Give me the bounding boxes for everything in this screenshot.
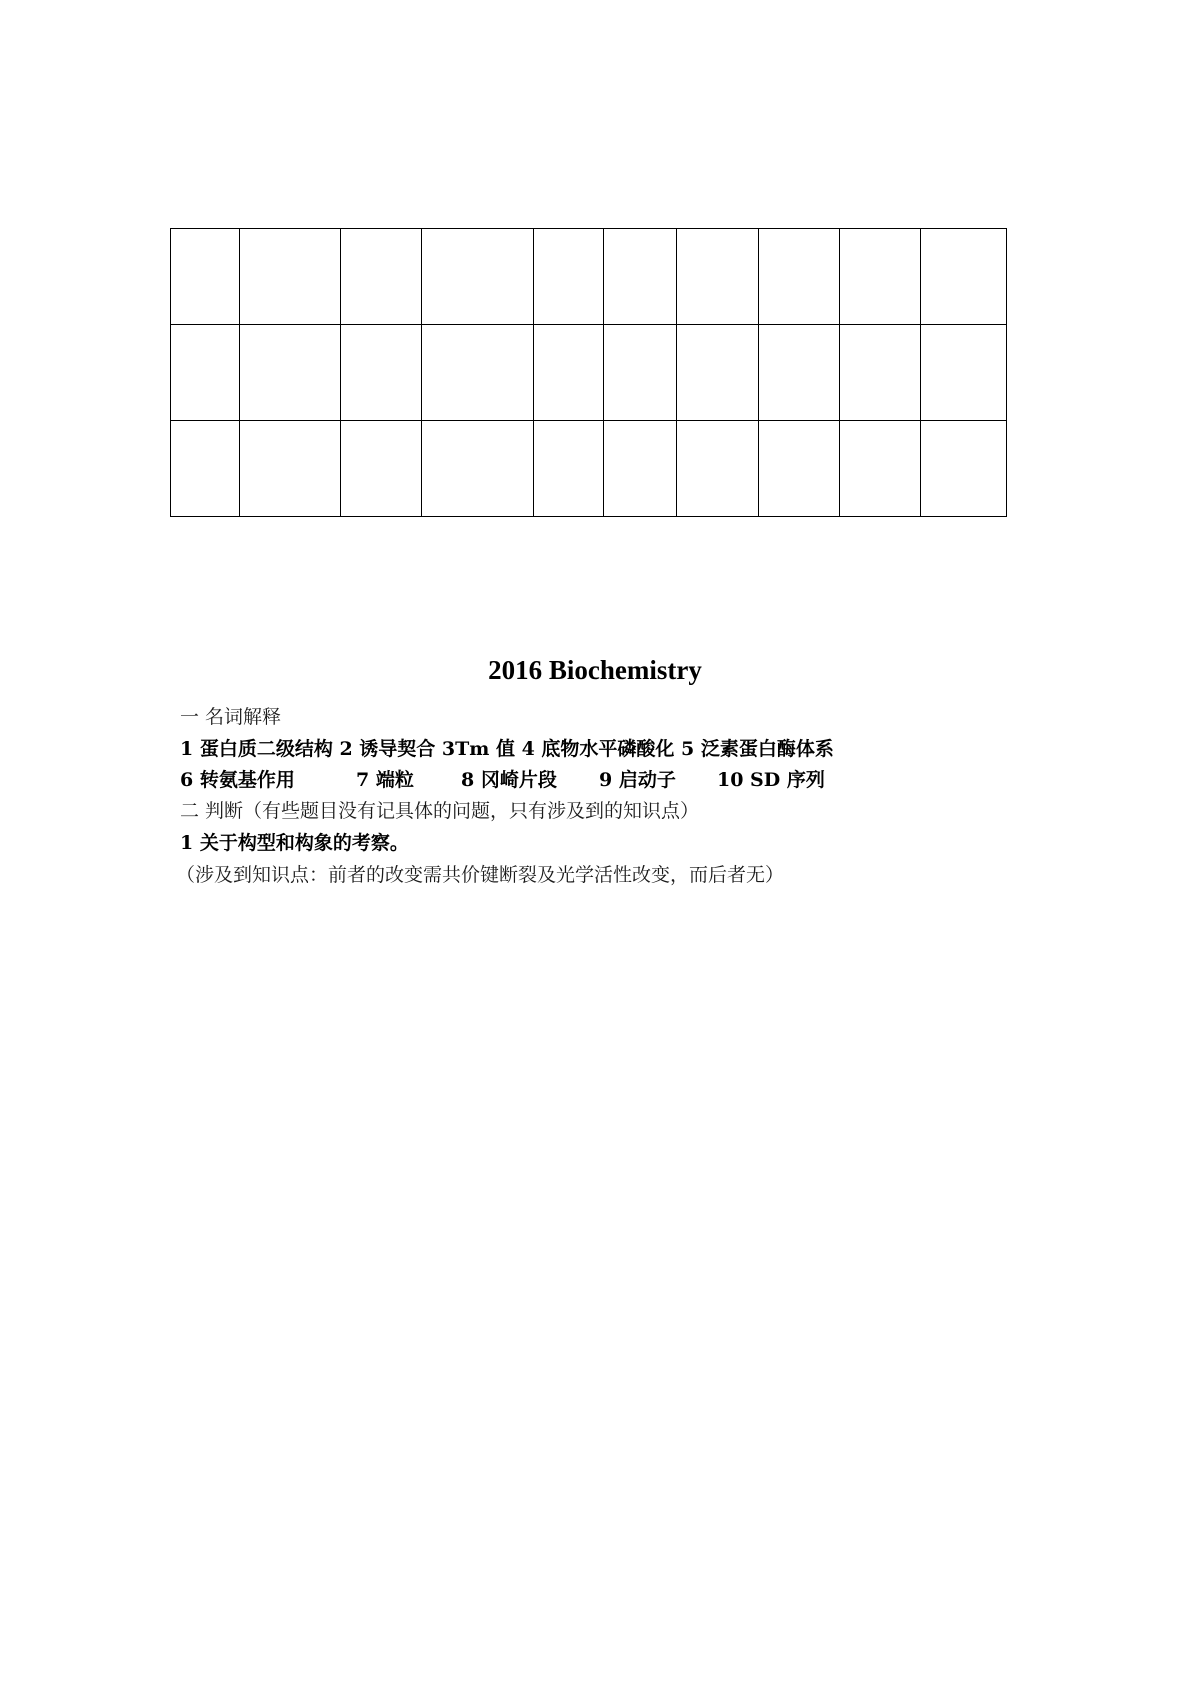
table-cell — [534, 421, 604, 517]
table-cell — [759, 421, 840, 517]
table-cell — [534, 229, 604, 325]
terms-list-line-1: 1 蛋白质二级结构 2 诱导契合 3Tm 值 4 底物水平磷酸化 5 泛素蛋白酶体系 — [180, 738, 834, 760]
question-1: 1 关于构型和构象的考察。 — [180, 832, 409, 854]
table-row — [171, 229, 1007, 325]
question-1-note: （涉及到知识点：前者的改变需共价键断裂及光学活性改变，而后者无） — [176, 864, 785, 886]
section-heading-true-false: 二 判断（有些题目没有记具体的问题，只有涉及到的知识点） — [180, 800, 700, 822]
table-cell — [840, 421, 921, 517]
table-cell — [240, 421, 341, 517]
table-cell — [171, 229, 240, 325]
document-title: 2016 Biochemistry — [488, 655, 702, 685]
table-cell — [759, 325, 840, 421]
table-cell — [422, 229, 534, 325]
table-cell — [677, 229, 759, 325]
table-cell — [240, 229, 341, 325]
terms-list-line-2 — [180, 766, 825, 794]
table-cell — [921, 421, 1007, 517]
table-row — [171, 325, 1007, 421]
term-8: 8 冈崎片段 — [461, 769, 557, 791]
table-cell — [341, 421, 422, 517]
table-cell — [240, 325, 341, 421]
table-cell — [840, 229, 921, 325]
table-cell — [422, 421, 534, 517]
table-cell — [921, 229, 1007, 325]
table-cell — [422, 325, 534, 421]
section-heading-term-explanation: 一 名词解释 — [180, 706, 282, 728]
term-9: 9 启动子 — [599, 769, 676, 791]
table-cell — [677, 421, 759, 517]
table-cell — [534, 325, 604, 421]
table-cell — [604, 325, 677, 421]
term-7: 7 端粒 — [356, 769, 414, 791]
table-cell — [921, 325, 1007, 421]
table-cell — [840, 325, 921, 421]
term-10: 10 SD 序列 — [717, 769, 825, 791]
table-cell — [759, 229, 840, 325]
table-cell — [341, 325, 422, 421]
table-cell — [171, 325, 240, 421]
table-cell — [604, 421, 677, 517]
table-row — [171, 421, 1007, 517]
answer-grid-table — [170, 228, 1007, 517]
table-cell — [677, 325, 759, 421]
table-cell — [341, 229, 422, 325]
term-6: 6 转氨基作用 — [180, 769, 295, 791]
table-cell — [604, 229, 677, 325]
table-cell — [171, 421, 240, 517]
